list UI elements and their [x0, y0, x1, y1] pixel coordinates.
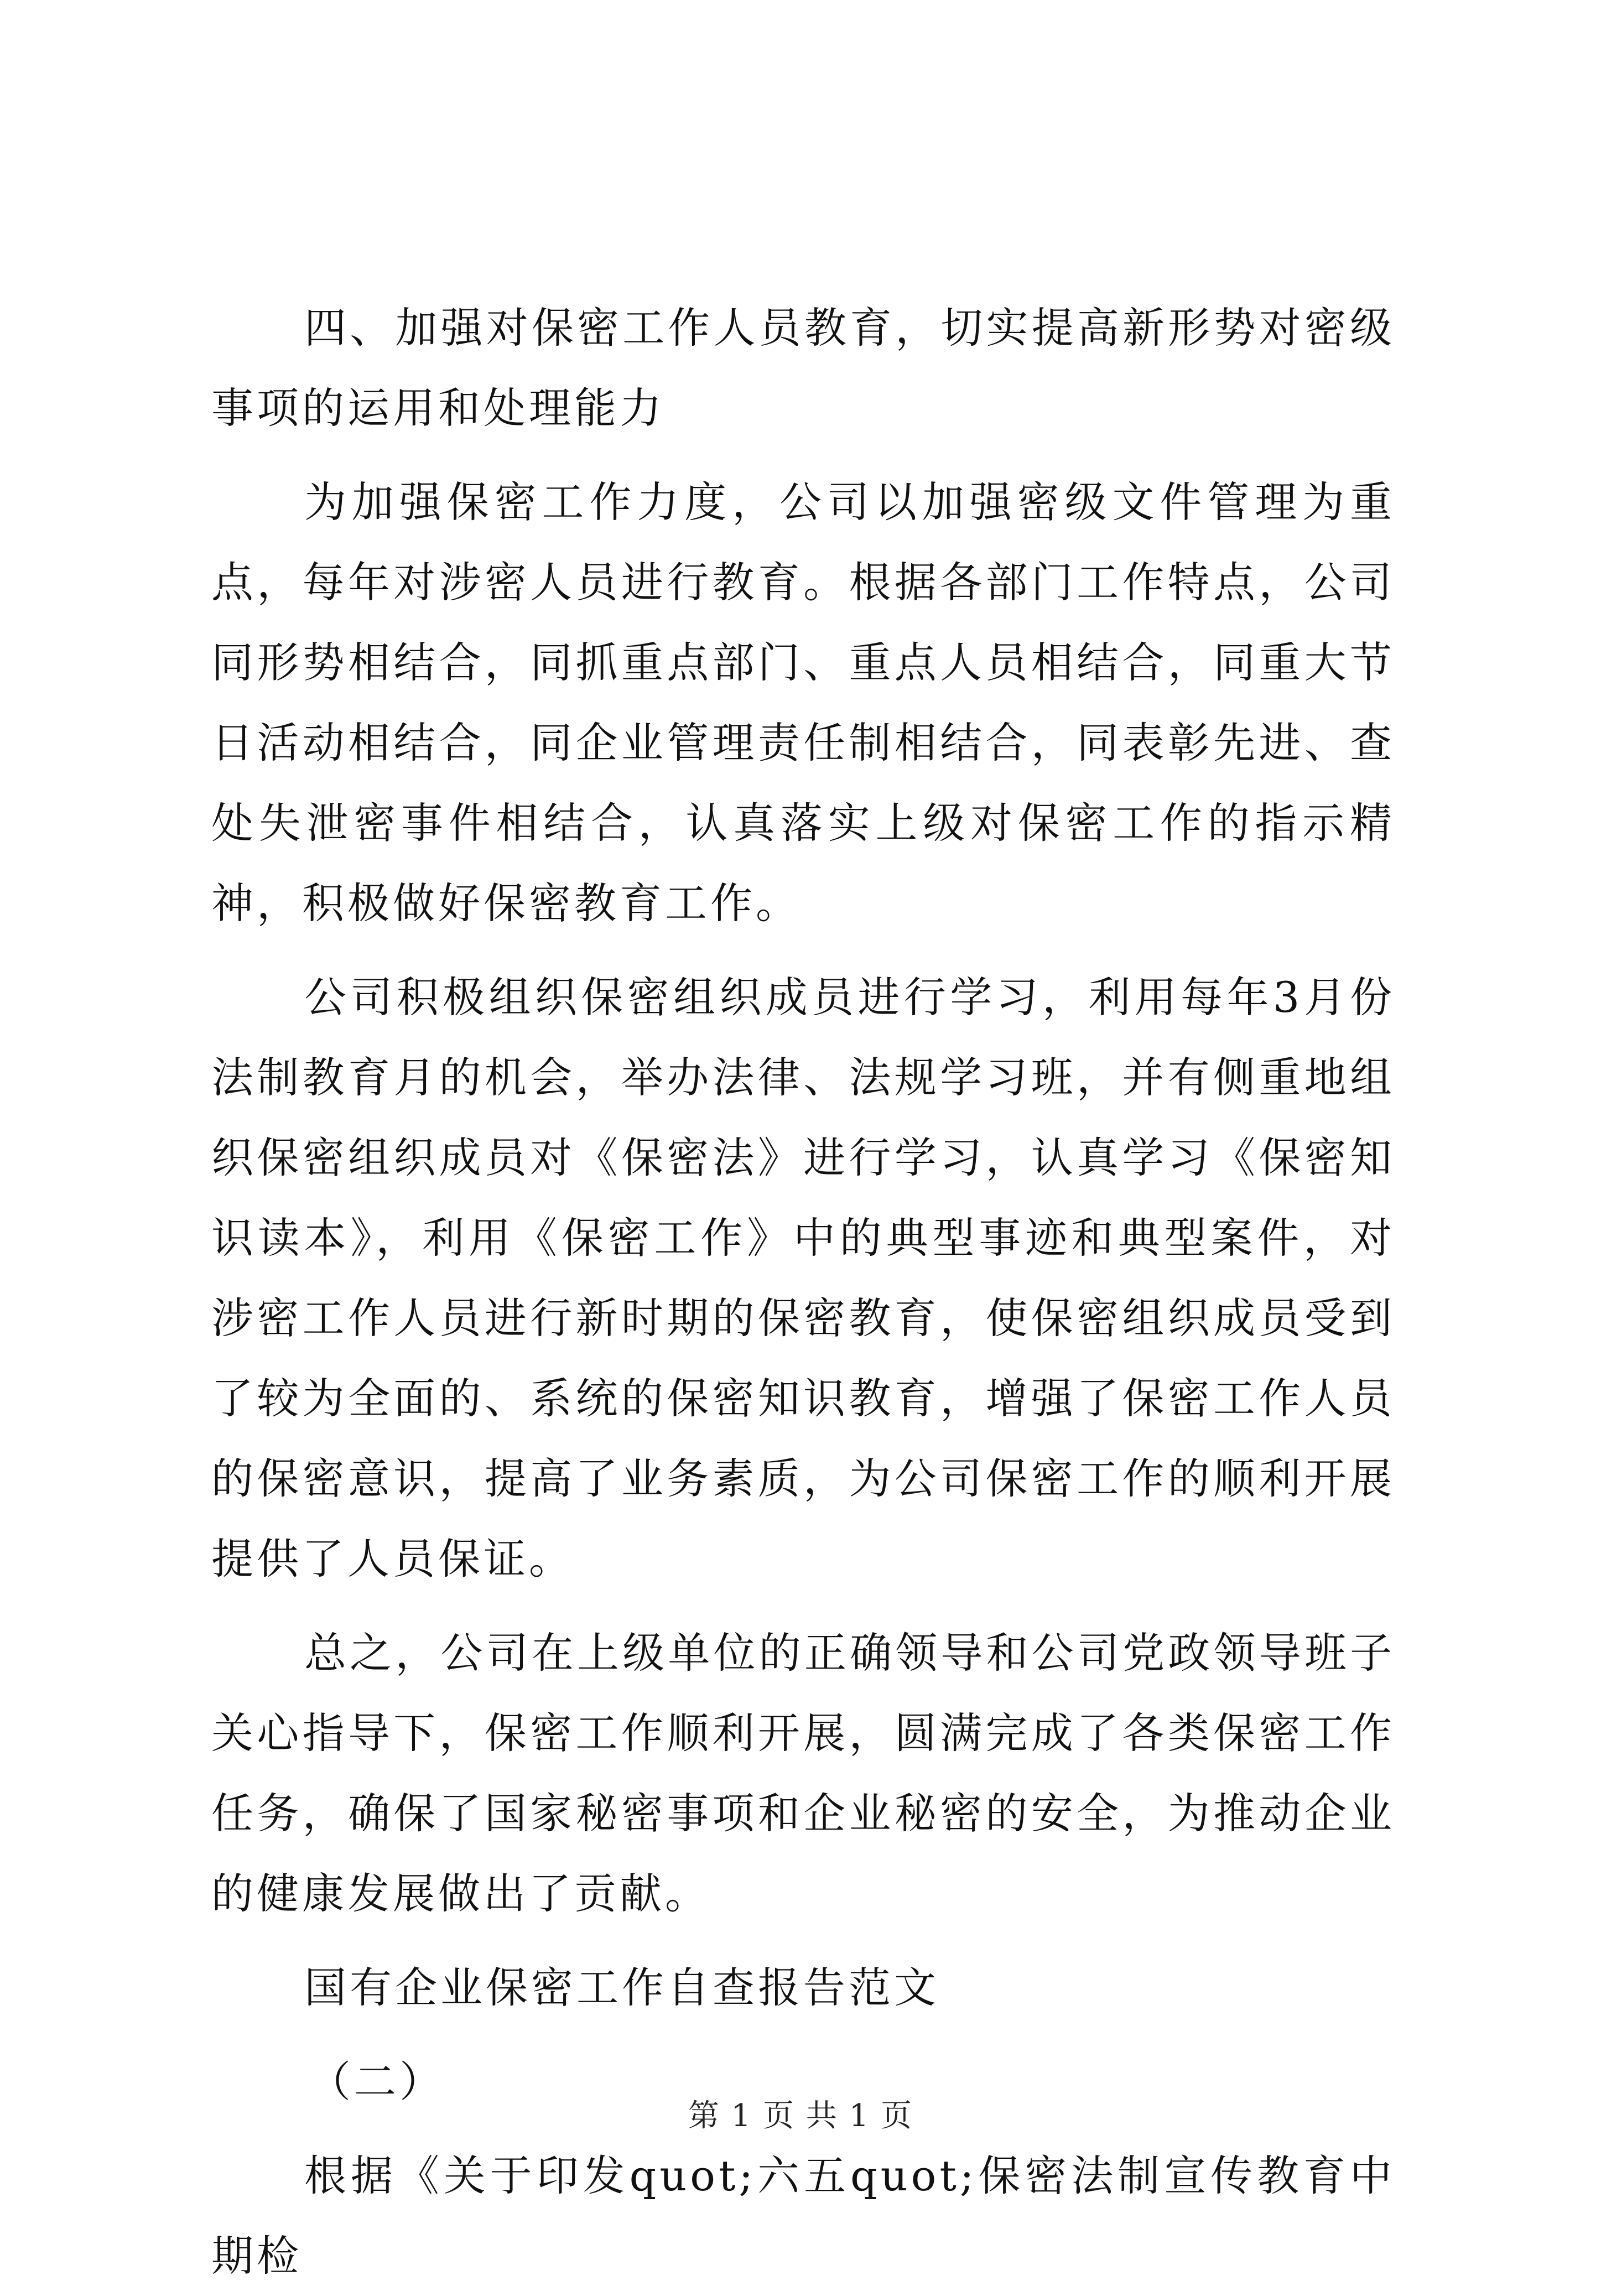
- body-paragraph-1: 为加强保密工作力度，公司以加强密级文件管理为重点，每年对涉密人员进行教育。根据各部门工作特点，公司同形势相结合，同抓重点部门、重点人员相结合，同重大节日活动相结合，同企业管理责任制相结合，同表彰先进、查处失泄密事件相结合，认真落实上级对保密工作的指示精神，积极做好保密教育工作。: [211, 477, 1395, 928]
- part-number: （二）: [309, 2057, 445, 2106]
- document-body: [211, 288, 1395, 2296]
- article-title: 国有企业保密工作自查报告范文: [304, 1963, 939, 2012]
- page-footer: 第 1 页 共 1 页: [688, 2098, 913, 2134]
- body-paragraph-3: 总之，公司在上级单位的正确领导和公司党政领导班子关心指导下，保密工作顺利开展，圆满完成了各类保密工作任务，确保了国家秘密事项和企业秘密的安全，为推动企业的健康发展做出了贡献。: [211, 1628, 1395, 1918]
- body-paragraph-4: 根据《关于印发quot;六五quot;保密法制宣传教育中期检: [211, 2151, 1395, 2281]
- body-paragraph-2: 公司积极组织保密组织成员进行学习，利用每年3月份法制教育月的机会，举办法律、法规学习班，并有侧重地组织保密组织成员对《保密法》进行学习，认真学习《保密知识读本》，利用《保密工作》中的典型事迹和典型案件，对涉密工作人员进行新时期的保密教育，使保密组织成员受到了较为全面的、系统的保密知识教育，增强了保密工作人员的保密意识，提高了业务素质，为公司保密工作的顺利开展提供了人员保证。: [211, 973, 1395, 1583]
- section-heading-paragraph: 四、加强对保密工作人员教育，切实提高新形势对密级事项的运用和处理能力: [211, 303, 1395, 433]
